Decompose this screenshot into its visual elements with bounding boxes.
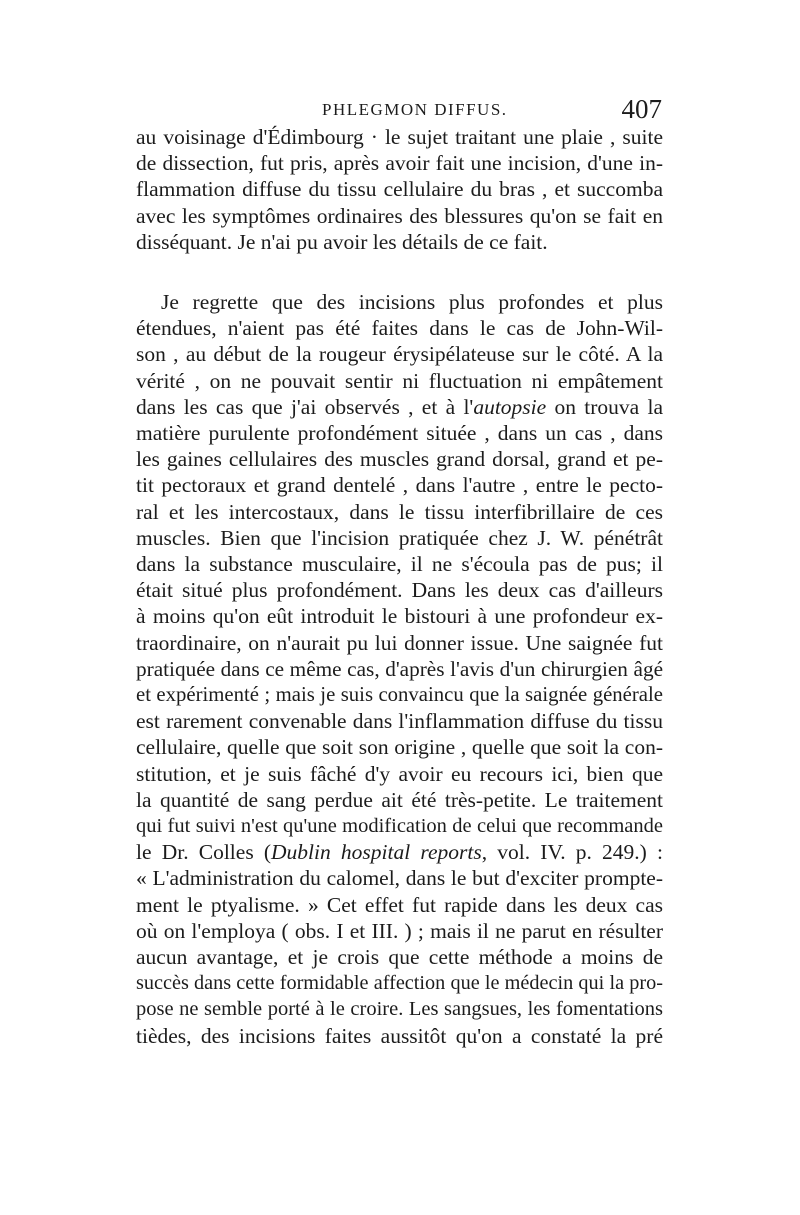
- text-line: aucun avantage, et je crois que cette méthode a moins de: [136, 945, 663, 970]
- text-line: ment le ptyalisme. » Cet effet fut rapide dans les deux cas: [136, 892, 663, 917]
- text-line: était situé plus profondément. Dans les deux cas d'ailleurs: [136, 578, 663, 603]
- text-line: à moins qu'on eût introduit le bistouri à une profondeur ex-: [136, 604, 663, 629]
- text-line: son , au début de la rougeur érysipélateuse sur le côté. A la: [136, 342, 663, 367]
- text-line: les gaines cellulaires des muscles grand dorsal, grand et pe-: [136, 447, 663, 472]
- paragraph-1: [136, 124, 663, 255]
- text-line: ral et les intercostaux, dans le tissu interfibrillaire de ces: [136, 499, 663, 524]
- text-line: de dissection, fut pris, après avoir fait une incision, d'une in-: [136, 151, 663, 176]
- text-line: stitution, et je suis fâché d'y avoir eu recours ici, bien que: [136, 761, 663, 786]
- text-line: pratiquée dans ce même cas, d'après l'avis d'un chirurgien âgé: [136, 656, 663, 681]
- text-line: dans la substance musculaire, il ne s'écoula pas de pus; il: [136, 552, 663, 577]
- page-header: [136, 94, 662, 128]
- text-line: cellulaire, quelle que soit son origine , quelle que soit la con-: [136, 735, 663, 760]
- text-line: tit pectoraux et grand dentelé , dans l'autre , entre le pecto-: [136, 473, 663, 498]
- page-number: 407: [621, 94, 662, 124]
- text-line: au voisinage d'Édimbourg · le sujet traitant une plaie , suite: [136, 125, 663, 149]
- text-line: traordinaire, on n'aurait pu lui donner issue. Une saignée fut: [136, 630, 663, 655]
- paragraph-2: [136, 289, 663, 1049]
- text-line: matière purulente profondément située , dans un cas , dans: [136, 421, 663, 446]
- text-line: muscles. Bien que l'incision pratiquée chez J. W. pénétrât: [136, 525, 663, 550]
- text-line: le Dr. Colles (Dublin hospital reports, vol. IV. p. 249.) :: [136, 840, 663, 865]
- text-line: succès dans cette formidable affection que le médecin qui la pro-: [136, 972, 663, 995]
- text-line: disséquant. Je n'ai pu avoir les détails de ce fait.: [136, 229, 548, 254]
- text-line: flammation diffuse du tissu cellulaire du bras , et succomba: [136, 177, 663, 202]
- text-line: tièdes, des incisions faites aussitôt qu'on a constaté la pré: [136, 1023, 663, 1048]
- text-line: où on l'employa ( obs. I et III. ) ; mais il ne parut en résulter: [136, 918, 663, 943]
- text-line: qui fut suivi n'est qu'une modification de celui que recommande: [136, 815, 663, 838]
- text-line: et expérimenté ; mais je suis convaincu que la saignée générale: [136, 684, 663, 707]
- text-line: « L'administration du calomel, dans le but d'exciter prompte-: [136, 866, 663, 891]
- text-line: pose ne semble porté à le croire. Les sangsues, les fomentations: [136, 998, 663, 1021]
- text-line: dans les cas que j'ai observés , et à l'autopsie on trouva la: [136, 394, 663, 419]
- text-line: étendues, n'aient pas été faites dans le cas de John-Wil-: [136, 316, 663, 341]
- text-line: avec les symptômes ordinaires des blessures qu'on se fait en: [136, 203, 663, 228]
- text-line: Je regrette que des incisions plus profondes et plus: [161, 290, 663, 314]
- text-line: est rarement convenable dans l'inflammation diffuse du tissu: [136, 709, 663, 734]
- running-title: PHLEGMON DIFFUS.: [322, 100, 508, 119]
- text-line: vérité , on ne pouvait sentir ni fluctuation ni empâtement: [136, 368, 663, 393]
- text-line: la quantité de sang perdue ait été très-petite. Le traitement: [136, 787, 663, 812]
